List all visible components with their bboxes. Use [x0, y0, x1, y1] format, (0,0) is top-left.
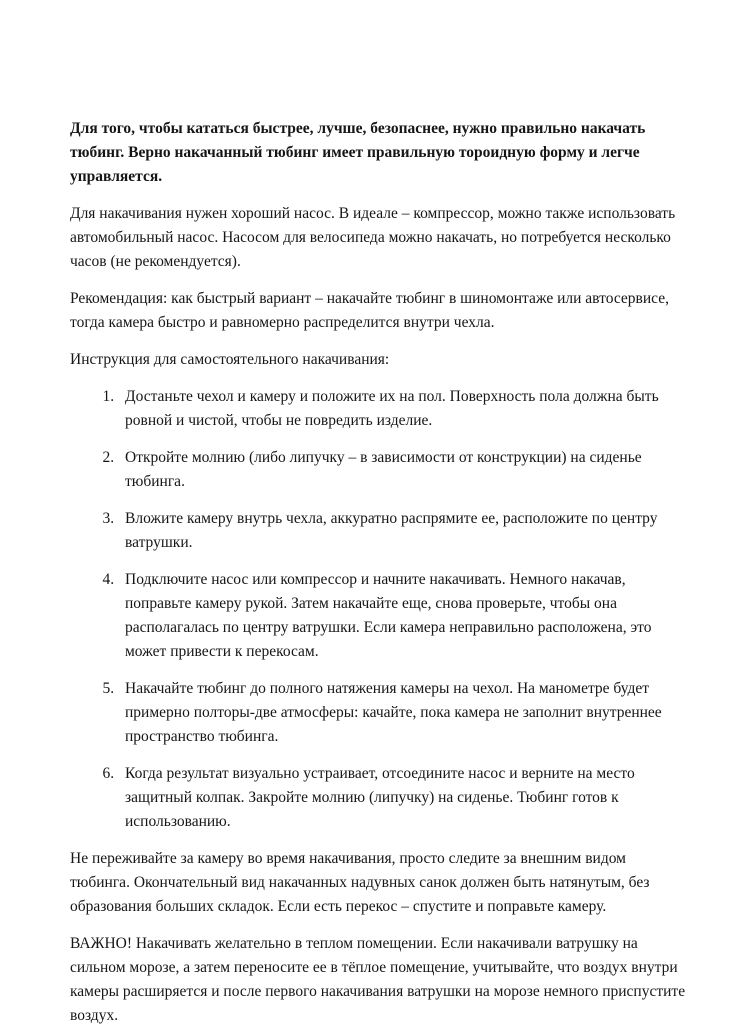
paragraph-recommendation: Рекомендация: как быстрый вариант – накачайте тюбинг в шиномонтаже или автосервисе, тогда камера быстро и равномерно распределится внутри чехла.	[70, 290, 669, 331]
document-body	[70, 117, 686, 1028]
instruction-step-2: 2. Откройте молнию (либо липучку – в зависимости от конструкции) на сиденье тюбинга.	[118, 446, 686, 494]
instruction-step-3: 3. Вложите камеру внутрь чехла, аккуратно распрямите ее, расположите по центру ватрушки.	[118, 507, 686, 555]
paragraph-outro: Не переживайте за камеру во время накачивания, просто следите за внешним видом тюбинга. Окончательный вид накачанных надувных санок должен быть натянутым, без образования больших складок. Если есть перекос – спустите и поправьте камеру.	[70, 850, 650, 915]
instructions-heading: Инструкция для самостоятельного накачивания:	[70, 351, 390, 368]
instruction-list	[70, 385, 686, 834]
instruction-step-5: 5. Накачайте тюбинг до полного натяжения камеры на чехол. На манометре будет примерно полторы-две атмосферы: качайте, пока камера не заполнит внутреннее пространство тюбинга.	[118, 677, 686, 749]
instruction-step-1: 1. Достаньте чехол и камеру и положите их на пол. Поверхность пола должна быть ровной и чистой, чтобы не повредить изделие.	[118, 385, 686, 433]
intro-paragraph-bold: Для того, чтобы кататься быстрее, лучше, безопаснее, нужно правильно накачать тюбинг. Верно накачанный тюбинг имеет правильную тороидную форму и легче управляется.	[70, 120, 646, 185]
instruction-step-4: 4. Подключите насос или компрессор и начните накачивать. Немного накачав, поправьте камеру рукой. Затем накачайте еще, снова проверьте, чтобы она располагалась по центру ватрушки. Если камера неправильно расположена, это может привести к перекосам.	[118, 568, 686, 664]
paragraph-important: ВАЖНО! Накачивать желательно в теплом помещении. Если накачивали ватрушку на сильном морозе, а затем переносите ее в тёплое помещение, учитывайте, что воздух внутри камеры расширяется и после первого накачивания ватрушки на морозе немного приспустите воздух.	[70, 935, 686, 1024]
instruction-step-6: 6. Когда результат визуально устраивает, отсоедините насос и верните на место защитный колпак. Закройте молнию (липучку) на сиденье. Тюбинг готов к использованию.	[118, 762, 686, 834]
paragraph-pump: Для накачивания нужен хороший насос. В идеале – компрессор, можно также использовать автомобильный насос. Насосом для велосипеда можно накачать, но потребуется несколько часов (не рекомендуется).	[70, 205, 676, 270]
